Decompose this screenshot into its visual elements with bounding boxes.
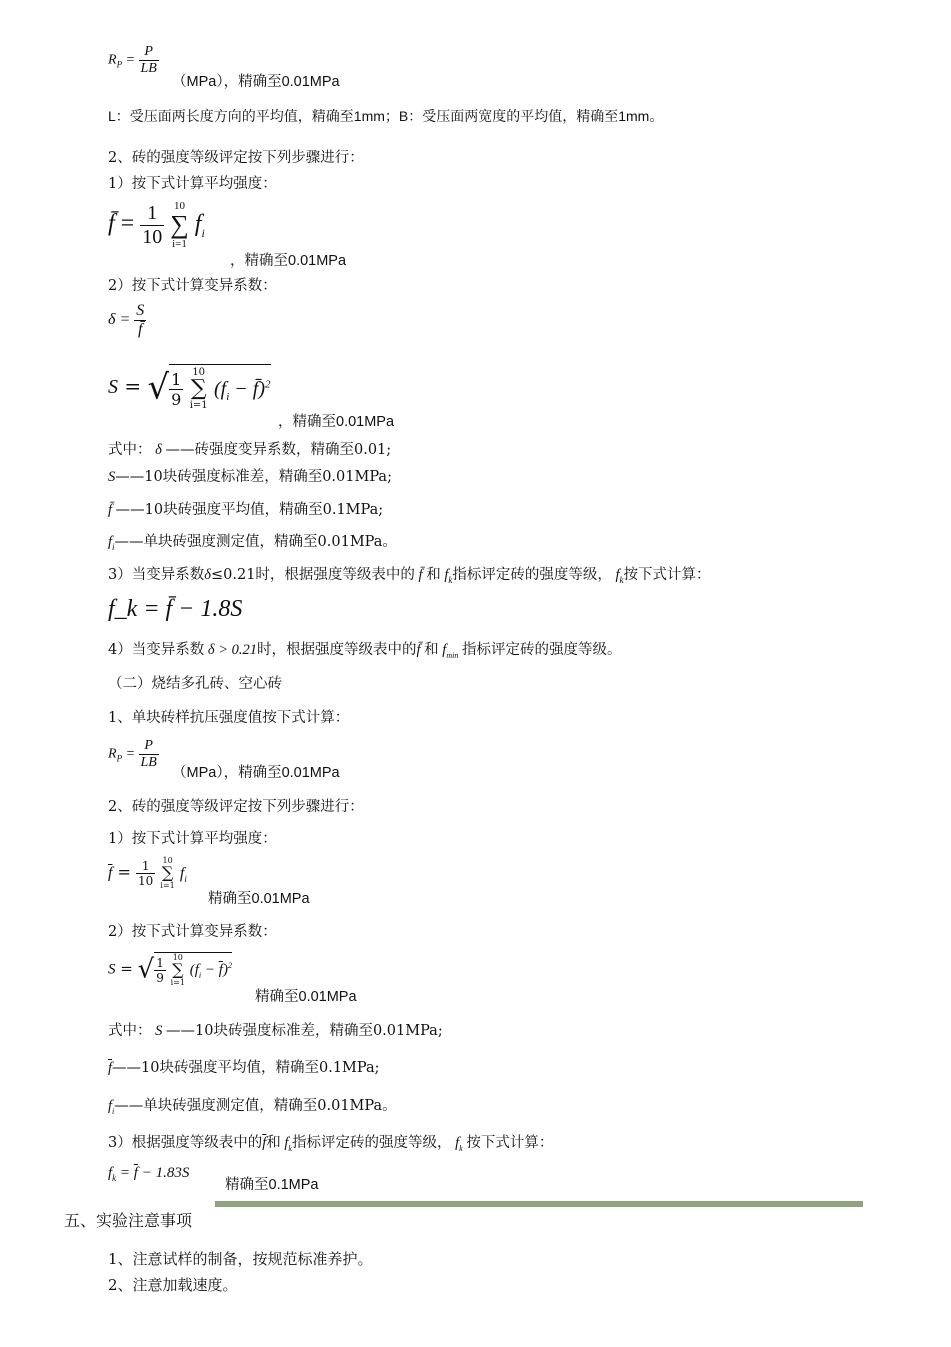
step4-line: 4）当变异系数 δ > 0.21时，根据强度等级表中的f̄ 和 $f_{min}$ 指标评定砖的强度等级。 (108, 642, 622, 660)
where-fbar-line (108, 500, 383, 520)
sec5-item1: 1、注意试样的制备，按规范标准养护。 (108, 1250, 373, 1268)
sec2-where-fi-line: $f_i——$单块砖强度测定值，精确至0.01MPa。 (108, 1098, 397, 1116)
step3-line: 3）当变异系数δ≤0.21时，根据强度等级表中的 f̄ 和 $f_k$指标评定砖的强度等级， $f_k$按下式计算： (108, 567, 711, 585)
sec2-where-fi-text: ——单块砖强度测定值，精确至0.01MPa。 (114, 1098, 397, 1114)
sec2-where-s-text: ——10块砖强度标准差，精确至0.01MPa; (166, 1023, 443, 1039)
where-prefix: 式中： (108, 442, 152, 458)
formula-rp-2-unit: （MPa），精确至0.01MPa (172, 765, 340, 781)
sec5-item2: 2、注意加载速度。 (108, 1276, 238, 1294)
sec5-heading: 五、实验注意事项 (64, 1211, 193, 1230)
formula-s-2: S = √ $\frac{1}{9}$ 10 ∑ i=1 $(f_i - \overline{f})^2$ (108, 953, 232, 987)
sec2-step3-d: 按下式计算： (466, 1135, 554, 1151)
formula-fk-1: f_k = f̄ − 1.8S (108, 596, 243, 622)
fi-symbol: $f_i$ (108, 534, 115, 552)
formula-fk-2: $f_k = \overline{f} - 1.83S$ (108, 1165, 190, 1183)
fbar-symbol: f̄ (108, 502, 116, 518)
sec2-where-fbar-line: $\overline{f}——10$块砖强度平均值，精确至0.1MPa; (108, 1060, 380, 1076)
formula-mean-1: f̄ = $\frac{1}{10}$ 10 ∑ i=1 $f_i$ (108, 200, 205, 250)
formula-mean-2: $\overline{f}$ = $\frac{1}{10}$ 10 ∑ i=1 $f_i$ (108, 856, 187, 890)
section-divider (215, 1201, 863, 1207)
formula-s-1: S = √ $\frac{1}{9}$ 10 ∑ i=1 ($f_i$ − f̄)$^2$ (108, 364, 271, 411)
sec2-step3-a: 3）根据强度等级表中的 (108, 1135, 263, 1151)
sec2-step2-1: 1）按下式计算平均强度： (108, 831, 277, 847)
where-delta-text: ——砖强度变异系数，精确至0.01; (165, 442, 392, 458)
formula-rp-1: $R_P$ = $\frac{P}{LB}$ (108, 44, 157, 76)
step2-1: 1）按下式计算平均强度： (108, 176, 277, 192)
sec2-where-prefix: 式中： (108, 1023, 152, 1039)
where-s-line (108, 467, 392, 487)
s-precision-2: 精确至0.01MPa (255, 989, 357, 1005)
where-fi-line (108, 532, 397, 557)
step3-e: 按下式计算： (623, 567, 711, 583)
s-precision-1: ，精确至0.01MPa (278, 414, 395, 430)
step4-d: 指标评定砖的强度等级。 (461, 642, 622, 658)
where-delta-line (108, 440, 391, 460)
step4-b: 时，根据强度等级表中的 (257, 642, 417, 658)
sec2-step2-2: 2）按下式计算变异系数： (108, 924, 277, 940)
sec2-where-s-line: 式中： S ——10块砖强度标准差，精确至0.01MPa; (108, 1023, 443, 1039)
mean-precision-2: 精确至0.01MPa (208, 891, 310, 907)
step4-a: 4）当变异系数 (108, 642, 205, 658)
step3-c: 和 (426, 567, 441, 583)
sec2-step3-c: 指标评定砖的强度等级， (291, 1135, 452, 1151)
sec2-heading: （二）烧结多孔砖、空心砖 (108, 676, 282, 692)
step3-a: 3）当变异系数 (108, 567, 205, 583)
where-fi-text: ——单块砖强度测定值，精确至0.01MPa。 (114, 534, 397, 550)
s-symbol: S (108, 469, 116, 485)
step3-b: ≤0.21时，根据强度等级表中的 (210, 567, 415, 583)
lb-note: L：受压面两长度方向的平均值，精确至1mm；B：受压面两宽度的平均值，精确至1mm。 (108, 108, 664, 124)
formula-rp-2: $R_P$ = $\frac{P}{LB}$ (108, 738, 157, 770)
sec2-where-fbar-text: ——10块砖强度平均值，精确至0.1MPa; (112, 1060, 380, 1076)
step2-heading: 2、砖的强度等级评定按下列步骤进行： (108, 150, 364, 166)
formula-delta-1: δ = $\frac{S}{f̄}$ (108, 302, 145, 338)
where-fbar-text: ——10块砖强度平均值，精确至0.1MPa; (115, 502, 384, 518)
sec2-step3-b: 和 (266, 1135, 281, 1151)
step3-d: 指标评定砖的强度等级， (452, 567, 612, 583)
sec2-step2: 2、砖的强度等级评定按下列步骤进行： (108, 799, 364, 815)
fk-precision-2: 精确至0.1MPa (225, 1177, 319, 1193)
sec2-step3-line: 3）根据强度等级表中的$\overline{f}$和 $f_k$指标评定砖的强度等级， $f_k$ 按下式计算： (108, 1135, 554, 1153)
formula-rp-1-unit: （MPa），精确至0.01MPa (172, 74, 340, 90)
sec2-step1: 1、单块砖样抗压强度值按下式计算： (108, 710, 350, 726)
where-s-text: ——10块砖强度标准差，精确至0.01MPa; (115, 469, 392, 485)
delta-symbol: δ (151, 442, 166, 458)
step2-2: 2）按下式计算变异系数： (108, 278, 277, 294)
step4-c: 和 (424, 642, 439, 658)
mean-precision-1: ，精确至0.01MPa (230, 253, 347, 269)
